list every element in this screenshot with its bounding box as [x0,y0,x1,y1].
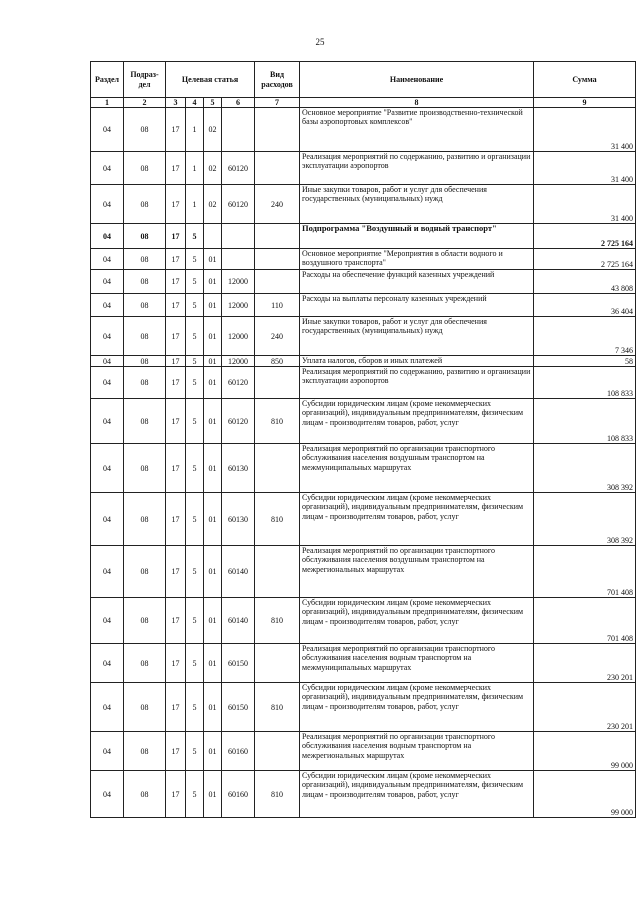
cell-target-program: 17 [166,108,186,152]
col-number: 6 [222,98,255,108]
table-row [91,356,636,367]
cell-expense-type: 240 [255,317,300,356]
cell-subsection: 08 [124,108,166,152]
cell-expense-type: 810 [255,683,300,732]
cell-name: Субсидии юридическим лицам (кроме некоммерческих организаций), индивидуальным предпринимателям, физическим лицам - производителям товаров, работ, услуг [300,493,534,546]
cell-expense-type [255,224,300,249]
cell-amount: 99 000 [534,732,636,771]
cell-target-activity: 01 [204,399,222,444]
cell-target-program: 17 [166,598,186,644]
table-row [91,185,636,224]
cell-target-subprogram: 5 [186,644,204,683]
cell-section: 04 [91,444,124,493]
cell-target-subprogram: 5 [186,399,204,444]
cell-name: Расходы на обеспечение функций казенных учреждений [300,270,534,294]
cell-target-subprogram: 5 [186,732,204,771]
table-row [91,644,636,683]
cell-subsection: 08 [124,367,166,399]
cell-target-activity: 01 [204,367,222,399]
cell-target-activity: 01 [204,644,222,683]
cell-section: 04 [91,108,124,152]
cell-target-program: 17 [166,294,186,317]
cell-target-subprogram: 1 [186,185,204,224]
header-row [91,62,636,98]
cell-target-direction: 60140 [222,546,255,598]
cell-target-activity: 01 [204,249,222,270]
cell-name: Основное мероприятие "Мероприятия в области водного и воздушного транспорта" [300,249,534,270]
cell-target-program: 17 [166,493,186,546]
cell-target-direction: 60150 [222,683,255,732]
cell-target-direction [222,249,255,270]
table-row [91,546,636,598]
cell-target-subprogram: 5 [186,546,204,598]
table-row [91,444,636,493]
cell-name: Реализация мероприятий по содержанию, развитию и организации эксплуатации аэропортов [300,152,534,185]
cell-target-program: 17 [166,644,186,683]
cell-target-activity [204,224,222,249]
cell-target-subprogram: 5 [186,356,204,367]
cell-target-direction: 60140 [222,598,255,644]
col-number: 2 [124,98,166,108]
cell-amount: 230 201 [534,683,636,732]
cell-target-direction: 60120 [222,185,255,224]
cell-target-subprogram: 5 [186,317,204,356]
cell-target-direction: 12000 [222,317,255,356]
cell-amount: 2 725 164 [534,224,636,249]
header-target-article: Целевая статья [166,62,255,98]
cell-subsection: 08 [124,771,166,818]
table-row [91,224,636,249]
table-row [91,493,636,546]
cell-target-program: 17 [166,356,186,367]
page-number: 25 [315,37,325,47]
cell-subsection: 08 [124,644,166,683]
cell-amount: 108 833 [534,367,636,399]
col-number: 3 [166,98,186,108]
cell-expense-type [255,367,300,399]
cell-expense-type [255,270,300,294]
table-row [91,249,636,270]
table-row [91,294,636,317]
cell-target-subprogram: 1 [186,108,204,152]
cell-target-activity: 01 [204,598,222,644]
table-row [91,771,636,818]
table-row [91,683,636,732]
cell-target-activity: 01 [204,493,222,546]
cell-target-program: 17 [166,732,186,771]
cell-target-subprogram: 1 [186,152,204,185]
cell-expense-type: 810 [255,598,300,644]
table-row [91,732,636,771]
table-row [91,598,636,644]
cell-subsection: 08 [124,546,166,598]
cell-target-program: 17 [166,683,186,732]
cell-target-subprogram: 5 [186,367,204,399]
cell-expense-type [255,444,300,493]
cell-subsection: 08 [124,317,166,356]
cell-section: 04 [91,367,124,399]
cell-amount: 99 000 [534,771,636,818]
cell-expense-type: 810 [255,771,300,818]
cell-name: Субсидии юридическим лицам (кроме некоммерческих организаций), индивидуальным предпринимателям, физическим лицам - производителям товаров, работ, услуг [300,399,534,444]
cell-name: Субсидии юридическим лицам (кроме некоммерческих организаций), индивидуальным предпринимателям, физическим лицам - производителям товаров, работ, услуг [300,683,534,732]
cell-target-activity: 01 [204,356,222,367]
cell-target-activity: 02 [204,185,222,224]
table-row [91,108,636,152]
cell-name: Подпрограмма "Воздушный и водный транспорт" [300,224,534,249]
cell-subsection: 08 [124,356,166,367]
cell-section: 04 [91,270,124,294]
cell-target-subprogram: 5 [186,598,204,644]
cell-section: 04 [91,152,124,185]
cell-target-activity: 01 [204,732,222,771]
cell-target-program: 17 [166,546,186,598]
cell-subsection: 08 [124,152,166,185]
cell-amount: 308 392 [534,444,636,493]
table-row [91,317,636,356]
cell-subsection: 08 [124,185,166,224]
cell-section: 04 [91,683,124,732]
cell-target-program: 17 [166,152,186,185]
cell-amount: 701 408 [534,598,636,644]
cell-target-subprogram: 5 [186,683,204,732]
cell-target-program: 17 [166,270,186,294]
cell-target-direction: 60160 [222,732,255,771]
cell-amount: 31 400 [534,108,636,152]
cell-name: Субсидии юридическим лицам (кроме некоммерческих организаций), индивидуальным предпринимателям, физическим лицам - производителям товаров, работ, услуг [300,771,534,818]
cell-expense-type [255,152,300,185]
col-number: 1 [91,98,124,108]
cell-target-program: 17 [166,185,186,224]
cell-target-program: 17 [166,224,186,249]
cell-target-activity: 01 [204,317,222,356]
cell-subsection: 08 [124,224,166,249]
cell-subsection: 08 [124,399,166,444]
cell-target-program: 17 [166,317,186,356]
cell-target-direction [222,108,255,152]
cell-name: Основное мероприятие "Развитие производственно-технической базы аэропортовых комплексов" [300,108,534,152]
cell-target-program: 17 [166,399,186,444]
cell-expense-type [255,644,300,683]
cell-expense-type [255,108,300,152]
cell-name: Реализация мероприятий по организации транспортного обслуживания населения водным транспортом на межмуниципальных маршрутах [300,644,534,683]
cell-target-program: 17 [166,771,186,818]
cell-name: Реализация мероприятий по организации транспортного обслуживания населения воздушным транспортом на межрегиональных маршрутах [300,546,534,598]
cell-name: Субсидии юридическим лицам (кроме некоммерческих организаций), индивидуальным предпринимателям, физическим лицам - производителям товаров, работ, услуг [300,598,534,644]
cell-amount: 58 [534,356,636,367]
cell-amount: 701 408 [534,546,636,598]
cell-target-subprogram: 5 [186,493,204,546]
cell-target-activity: 01 [204,294,222,317]
cell-target-subprogram: 5 [186,294,204,317]
cell-expense-type: 810 [255,493,300,546]
cell-name: Иные закупки товаров, работ и услуг для обеспечения государственных (муниципальных) нужд [300,317,534,356]
cell-section: 04 [91,644,124,683]
cell-target-direction: 12000 [222,356,255,367]
col-number: 8 [300,98,534,108]
cell-subsection: 08 [124,732,166,771]
column-number-row [91,98,636,108]
cell-section: 04 [91,317,124,356]
col-number: 5 [204,98,222,108]
cell-subsection: 08 [124,270,166,294]
cell-target-direction: 60130 [222,444,255,493]
cell-section: 04 [91,294,124,317]
cell-target-activity: 01 [204,771,222,818]
cell-name: Уплата налогов, сборов и иных платежей [300,356,534,367]
cell-amount: 7 346 [534,317,636,356]
header-amount: Сумма [534,62,636,98]
table-row [91,399,636,444]
cell-expense-type: 810 [255,399,300,444]
cell-target-program: 17 [166,444,186,493]
cell-target-activity: 02 [204,108,222,152]
cell-name: Иные закупки товаров, работ и услуг для обеспечения государственных (муниципальных) нужд [300,185,534,224]
cell-target-direction: 60120 [222,399,255,444]
cell-target-direction: 60120 [222,152,255,185]
cell-subsection: 08 [124,683,166,732]
budget-table [90,61,636,818]
cell-expense-type [255,249,300,270]
cell-subsection: 08 [124,598,166,644]
cell-section: 04 [91,732,124,771]
cell-target-activity: 02 [204,152,222,185]
header-section: Раздел [91,62,124,98]
cell-expense-type: 850 [255,356,300,367]
cell-target-direction: 12000 [222,294,255,317]
cell-amount: 31 400 [534,152,636,185]
cell-section: 04 [91,598,124,644]
cell-subsection: 08 [124,249,166,270]
cell-subsection: 08 [124,294,166,317]
cell-target-subprogram: 5 [186,771,204,818]
cell-name: Реализация мероприятий по содержанию, развитию и организации эксплуатации аэропортов [300,367,534,399]
cell-amount: 36 404 [534,294,636,317]
cell-subsection: 08 [124,493,166,546]
cell-section: 04 [91,356,124,367]
cell-target-subprogram: 5 [186,444,204,493]
cell-amount: 108 833 [534,399,636,444]
cell-target-program: 17 [166,249,186,270]
cell-section: 04 [91,493,124,546]
cell-target-subprogram: 5 [186,249,204,270]
cell-section: 04 [91,771,124,818]
header-name: Наименование [300,62,534,98]
header-subsection: Подраз-дел [124,62,166,98]
cell-expense-type: 240 [255,185,300,224]
cell-amount: 308 392 [534,493,636,546]
cell-target-direction: 60150 [222,644,255,683]
col-number: 9 [534,98,636,108]
cell-expense-type [255,546,300,598]
cell-section: 04 [91,224,124,249]
cell-target-direction: 60120 [222,367,255,399]
cell-section: 04 [91,546,124,598]
cell-name: Расходы на выплаты персоналу казенных учреждений [300,294,534,317]
cell-target-activity: 01 [204,444,222,493]
cell-section: 04 [91,185,124,224]
cell-expense-type: 110 [255,294,300,317]
cell-amount: 2 725 164 [534,249,636,270]
cell-amount: 31 400 [534,185,636,224]
cell-section: 04 [91,249,124,270]
cell-target-activity: 01 [204,270,222,294]
cell-expense-type [255,732,300,771]
col-number: 4 [186,98,204,108]
cell-subsection: 08 [124,444,166,493]
table-row [91,152,636,185]
header-expense-type: Вид расходов [255,62,300,98]
cell-amount: 230 201 [534,644,636,683]
cell-target-subprogram: 5 [186,224,204,249]
table-row [91,270,636,294]
cell-name: Реализация мероприятий по организации транспортного обслуживания населения воздушным транспортом на межмуниципальных маршрутах [300,444,534,493]
cell-target-direction: 12000 [222,270,255,294]
cell-name: Реализация мероприятий по организации транспортного обслуживания населения водным транспортом на межрегиональных маршрутах [300,732,534,771]
cell-section: 04 [91,399,124,444]
cell-target-direction [222,224,255,249]
cell-amount: 43 808 [534,270,636,294]
cell-target-program: 17 [166,367,186,399]
table-row [91,367,636,399]
cell-target-subprogram: 5 [186,270,204,294]
cell-target-direction: 60160 [222,771,255,818]
cell-target-direction: 60130 [222,493,255,546]
col-number: 7 [255,98,300,108]
cell-target-activity: 01 [204,683,222,732]
cell-target-activity: 01 [204,546,222,598]
